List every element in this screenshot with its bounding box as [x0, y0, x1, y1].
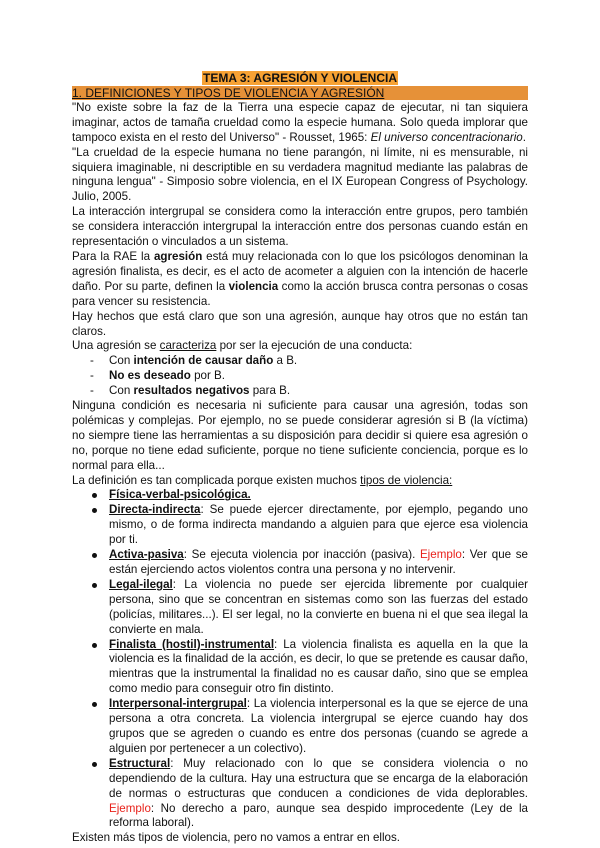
list-item	[72, 548, 528, 578]
text-run: : Muy relacionado con lo que se considera violencia o no dependiendo de la cultura. Hay una estructura que se encarga de la elaboración de normas o estructuras que conducen a condiciones de vida deplorables.	[109, 756, 528, 800]
text-run: : La violencia finalista es aquella en la que la violencia es la finalidad de la acción, es decir, lo que se pretende es causar daño, mientras que la instrumental la finalidad no es causar daño, sino que se emplea como medio para conseguir otro fin distinto.	[109, 637, 528, 696]
bold-term: No es deseado	[109, 369, 191, 383]
text-run: : Se puede ejercer directamente, por ejemplo, pegando uno mismo, o de forma indirecta mandando a alguien para que ejerce esa violencia por ti.	[109, 503, 528, 547]
bold-term: Estructural	[109, 756, 171, 770]
text-run: La interacción intergrupal se considera como la interacción entre grupos, pero también se considera interacción intergrupal la interacción entre dos personas cuando están en representación o vinculados a un sistema.	[72, 205, 528, 249]
text-run: caracteriza	[159, 339, 217, 353]
paragraph	[72, 101, 528, 146]
text-run: Ninguna condición es necesaria ni suficiente para causar una agresión, todas son polémicas y complejas. Por ejemplo, no se puede considerar agresión si B (la víctima) no siempre tiene las herramientas a su disposición para decidir si quiere esa agresión o no, porque no tiene edad suficiente, porque no tiene suficiente conciencia, porque es lo normal para ella...	[72, 399, 528, 472]
text-run: : No derecho a paro, aunque sea despido improcedente (Ley de la reforma laboral).	[109, 801, 528, 830]
bold-term: Física-verbal-psicológica.	[109, 488, 251, 502]
text-run: : Se ejecuta violencia por inacción (pasiva).	[183, 548, 420, 562]
bold-term: Activa-pasiva	[109, 548, 184, 562]
text-run: por B.	[190, 369, 225, 383]
list-item	[72, 354, 528, 369]
list-item	[72, 369, 528, 384]
text-run: para B.	[249, 384, 291, 398]
text-run: está muy relacionada con lo que los psicólogos denominan la agresión finalista, es decir, es el acto de acometer a alguien con la intención de hacerle daño. Por su parte, definen la	[72, 249, 529, 293]
text-run: Hay hechos que está claro que son una agresión, aunque hay otros que no están tan claros.	[72, 309, 528, 338]
bold-term: Interpersonal-intergrupal	[109, 697, 247, 711]
text-run: El universo concentracionario	[370, 130, 523, 144]
text-run: Una agresión se	[72, 339, 160, 353]
paragraph	[72, 831, 528, 846]
text-run: La definición es tan complicada porque existen muchos	[72, 473, 361, 487]
text-run: : La violencia interpersonal es la que se ejerce de una persona a otra concreta. La violencia intergrupal se ejerce cuando hay dos grupos que se agreden o cuando es entre dos personas (cuando se agrede a alguien por pertenecer a un colectivo).	[109, 697, 528, 755]
text-run: : Ver que se están ejerciendo actos violentos contra una persona y no intervenir.	[109, 548, 528, 576]
bold-term: violencia	[228, 279, 279, 293]
paragraph	[72, 339, 528, 354]
list-item	[72, 578, 528, 638]
text-run: por ser la ejecución de una conducta:	[216, 339, 413, 353]
section-heading: 1. DEFINICIONES Y TIPOS DE VIOLENCIA Y AGRESIÓN	[72, 86, 528, 100]
bold-term: Legal-ilegal	[109, 577, 173, 591]
title-text: TEMA 3: AGRESIÓN Y VIOLENCIA	[202, 71, 398, 85]
example-label: Ejemplo	[109, 801, 151, 815]
example-label: Ejemplo	[419, 548, 462, 562]
bold-term: Finalista (hostil)-instrumental	[109, 637, 275, 651]
text-run: tipos de violencia:	[360, 473, 453, 487]
text-run: "La crueldad de la especie humana no tiene parangón, ni límite, ni es mensurable, ni siquiera imaginable, ni descriptible en su verdadera magnitud mediante las palabras de ninguna lengua" - Simposio sobre violencia, en el IX European Congress of Psychology. Julio, 2005.	[72, 145, 528, 204]
paragraph	[72, 250, 528, 310]
text-run: Con	[109, 384, 134, 398]
text-run: Existen más tipos de violencia, pero no vamos a entrar en ellos.	[72, 831, 401, 845]
text-run: : La violencia no puede ser ejercida libremente por cualquier persona, sino que se concentran en sistemas como son las fuerzas del estado (policías, militares...). El ser legal, no la convierte en buena ni el que sea ilegal la convierte en mala.	[109, 577, 528, 636]
paragraph	[72, 474, 528, 489]
document-body	[72, 101, 528, 846]
text-run: Con	[109, 354, 134, 368]
document-page	[72, 71, 528, 846]
text-run: "No existe sobre la faz de la Tierra una especie capaz de ejecutar, ni tan siquiera imaginar, actos de tamaña crueldad como la especie humana. Solo queda implorar que tampoco exista en el resto del Universo" - Rousset, 1965:	[72, 100, 528, 144]
paragraph	[72, 146, 528, 206]
list-item	[72, 488, 528, 503]
list-item	[72, 503, 528, 548]
bold-term: intención de causar daño	[133, 354, 274, 368]
dash-list	[72, 354, 528, 399]
list-item	[72, 697, 528, 757]
text-run: como la acción brusca contra personas o cosas para vencer su resistencia.	[72, 279, 528, 308]
list-item	[72, 757, 528, 832]
bold-term: agresión	[153, 249, 203, 263]
bullet-list	[72, 488, 528, 831]
bold-term: Directa-indirecta	[109, 503, 201, 517]
paragraph	[72, 310, 528, 340]
text-run: .	[522, 130, 526, 144]
text-run: Para la RAE la	[72, 249, 154, 263]
paragraph	[72, 205, 528, 250]
document-title	[72, 71, 528, 86]
paragraph	[72, 399, 528, 474]
text-run: a B.	[273, 354, 298, 368]
bold-term: resultados negativos	[133, 384, 250, 398]
list-item	[72, 384, 528, 399]
list-item	[72, 638, 528, 698]
